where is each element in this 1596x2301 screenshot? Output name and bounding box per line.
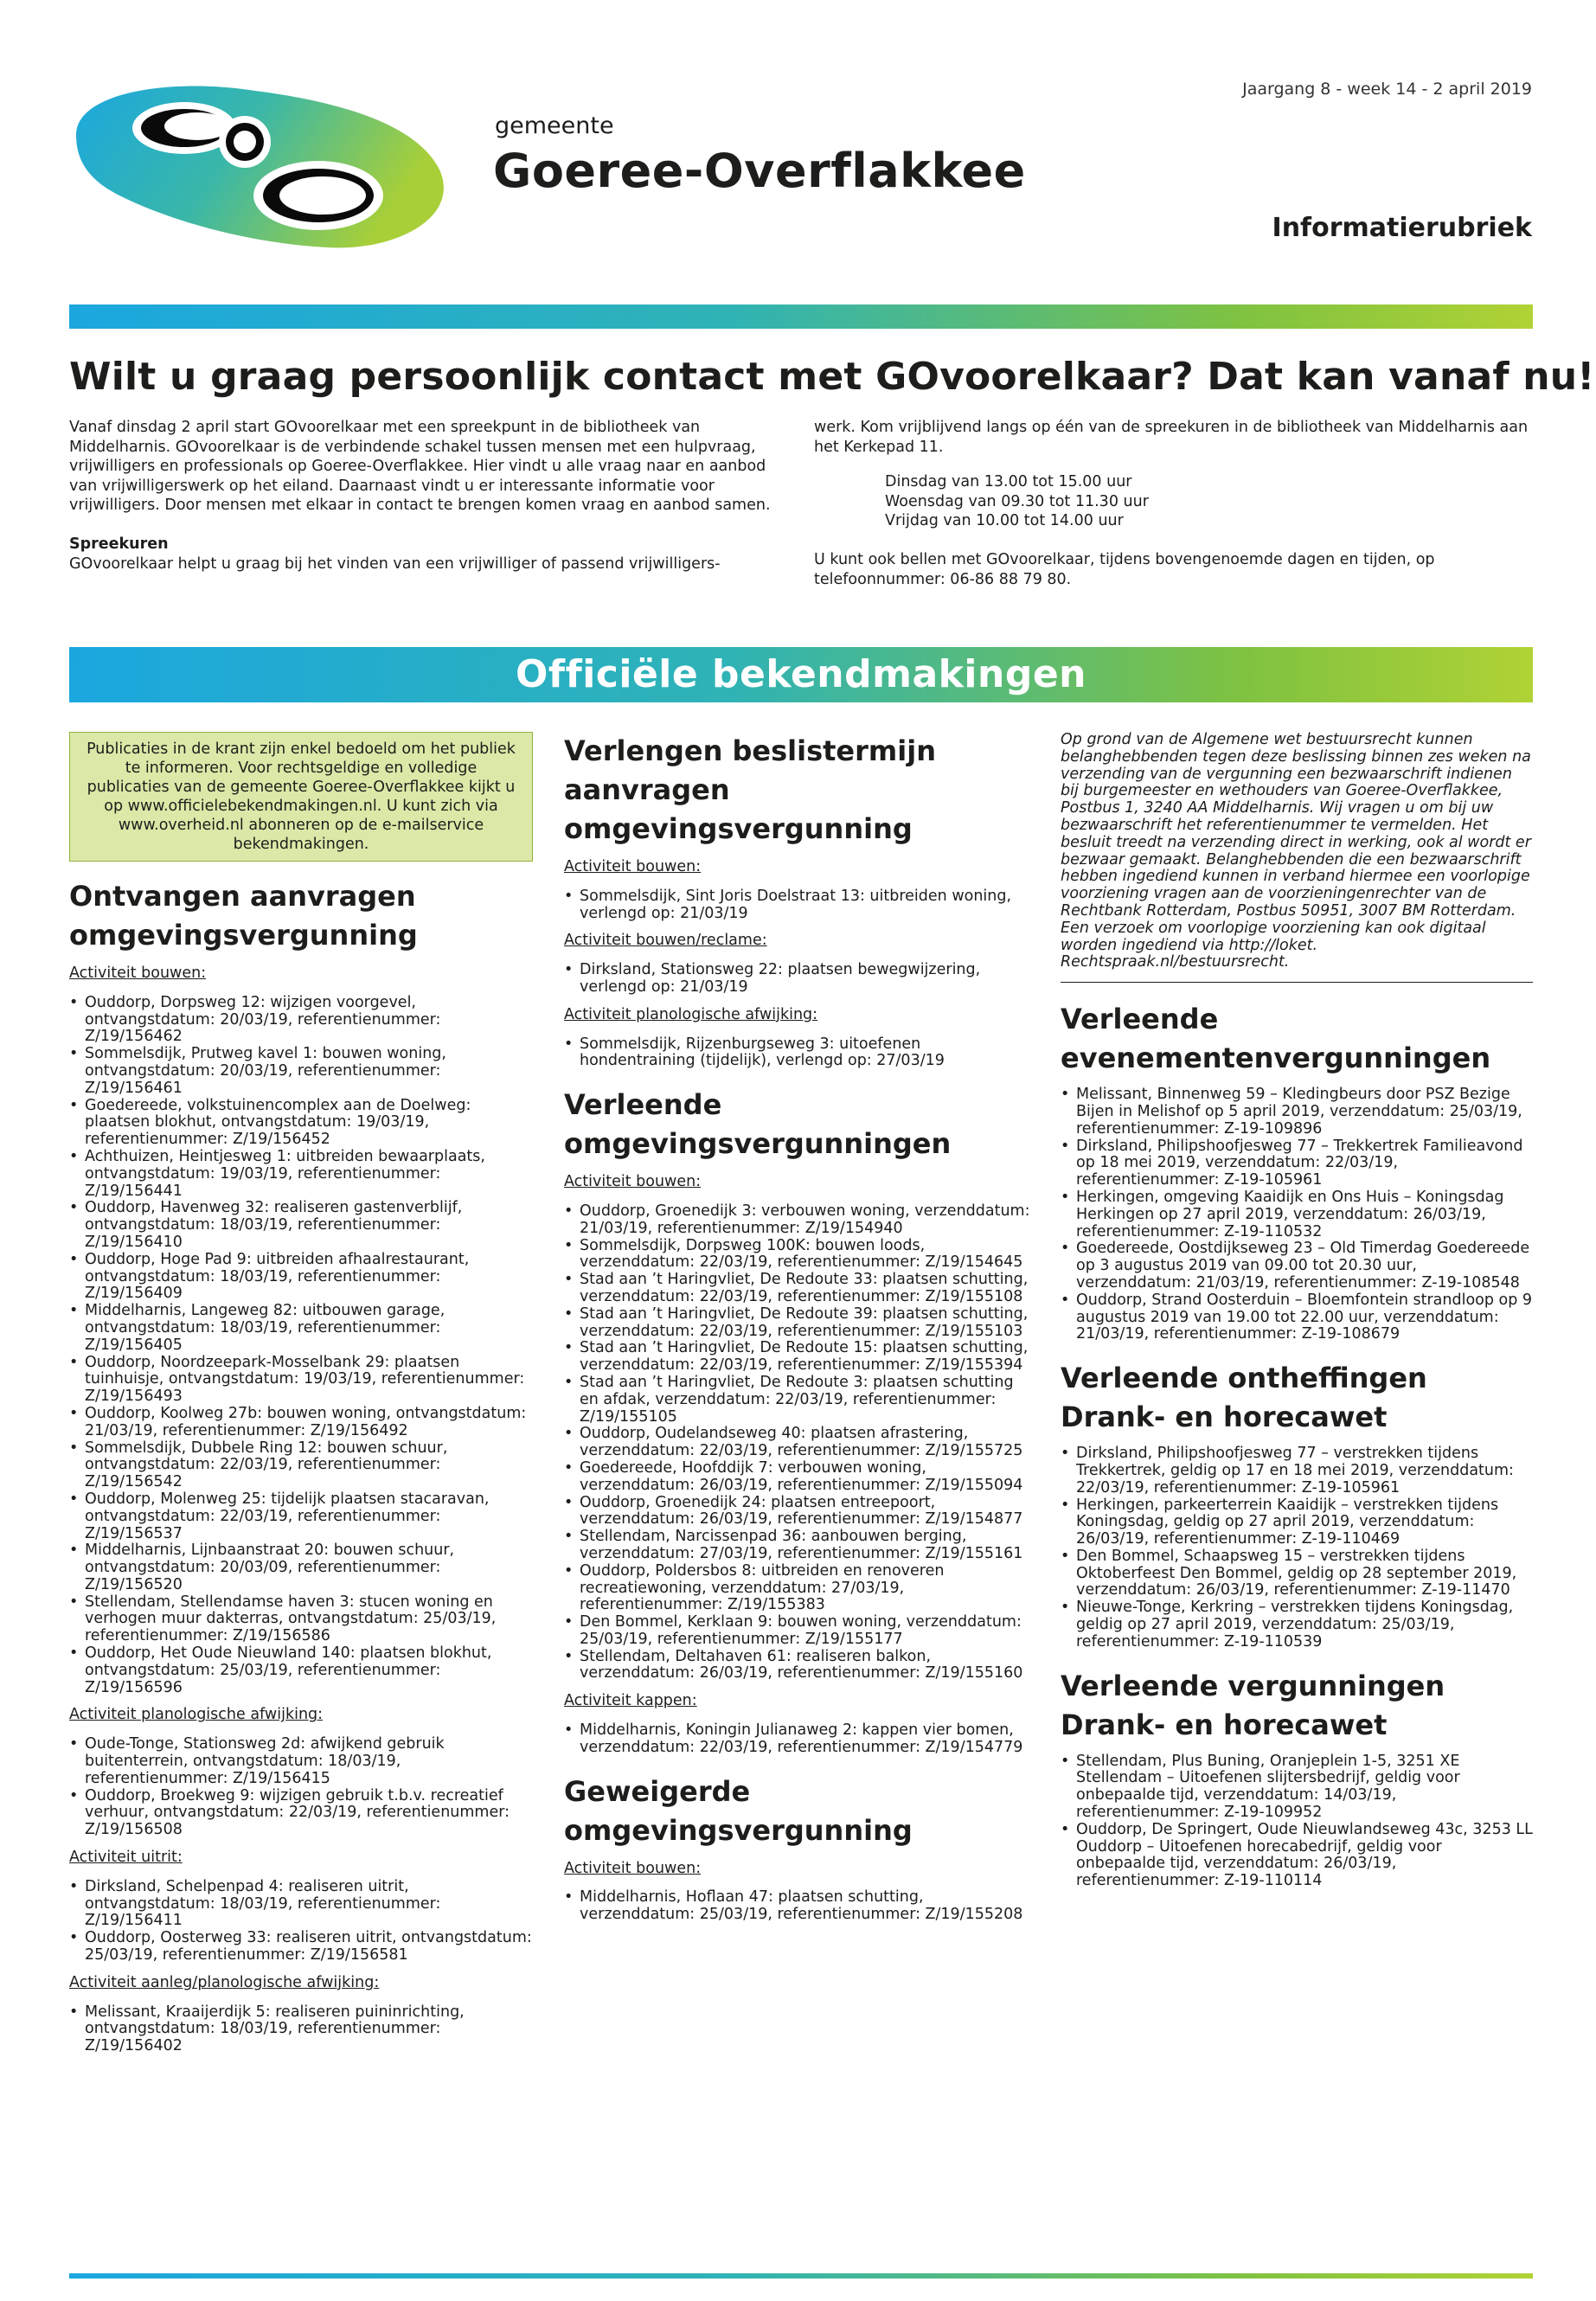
activity-label: Activiteit kappen:: [564, 1692, 697, 1710]
list-item: • Melissant, Binnenweg 59 – Kledingbeurs door PSZ Bezige Bijen in Melishof op 5 april 2019, verzenddatum: 25/03/19, referentienummer: Z-19-109896: [1061, 1086, 1533, 1138]
list-item: • Herkingen, omgeving Kaaidijk en Ons Huis – Koningsdag Herkingen op 27 april 2019, verzenddatum: 26/03/19, referentienummer: Z-19-110532: [1061, 1189, 1533, 1240]
notice-list: [69, 995, 533, 1697]
activity-label: Activiteit bouwen:: [69, 965, 207, 982]
list-item: • Stad aan ’t Haringvliet, De Redoute 3: plaatsen schutting en afdak, verzenddatum: 22/03/19, referentienummer: Z/19/155105: [564, 1375, 1033, 1426]
column-3: [1061, 732, 1533, 1897]
article-headline: Wilt u graag persoonlijk contact met GOvoorelkaar? Dat kan vanaf nu!: [69, 355, 1595, 399]
section-title-verleende-omgevingsvergunningen: Verleende omgevingsvergunningen: [564, 1088, 952, 1161]
list-item: • Ouddorp, Het Oude Nieuwland 140: plaatsen blokhut, ontvangstdatum: 25/03/19, referentienummer: Z/19/156596: [69, 1645, 533, 1696]
hours-line: Dinsdag van 13.00 tot 15.00 uur: [885, 473, 1132, 491]
list-item: • Goedereede, Oostdijkseweg 23 – Old Timerdag Goedereede op 3 augustus 2019 van 09.00 tot 20.30 uur, verzenddatum: 21/03/19, referentienummer: Z-19-108548: [1061, 1240, 1533, 1292]
list-item: • Achthuizen, Heintjesweg 1: uitbreiden bewaarplaats, ontvangstdatum: 19/03/19, referentienummer: Z/19/156441: [69, 1149, 533, 1200]
top-gradient-bar: [69, 304, 1533, 329]
list-item: • Ouddorp, Molenweg 25: tijdelijk plaatsen stacaravan, ontvangstdatum: 22/03/19, referentienummer: Z/19/156537: [69, 1491, 533, 1542]
spreekuren-text: GOvoorelkaar helpt u graag bij het vinden van een vrijwilliger of passend vrijwilligers-: [69, 554, 721, 573]
list-item: • Sommelsdijk, Dorpsweg 100K: bouwen loods, verzenddatum: 22/03/19, referentienummer: Z/19/154645: [564, 1238, 1033, 1272]
issue-info: Jaargang 8 - week 14 - 2 april 2019: [1242, 80, 1532, 99]
hours-line: Vrijdag van 10.00 tot 14.00 uur: [885, 512, 1124, 530]
notice-list: [1061, 1086, 1533, 1343]
list-item: • Ouddorp, Poldersbos 8: uitbreiden en renoveren recreatiewoning, verzenddatum: 27/03/19, referentienummer: Z/19/155383: [564, 1563, 1033, 1614]
column-2: [564, 732, 1033, 1931]
list-item: • Dirksland, Philipshoofjesweg 77 – verstrekken tijdens Trekkertrek, geldig op 17 en 18 mei 2019, verzenddatum: 22/03/19, referentienummer: Z-19-105961: [1061, 1445, 1533, 1497]
list-item: • Stellendam, Deltahaven 61: realiseren balkon, verzenddatum: 26/03/19, referentienummer: Z/19/155160: [564, 1649, 1033, 1683]
list-item: • Sommelsdijk, Prutweg kavel 1: bouwen woning, ontvangstdatum: 20/03/19, referentienummer: Z/19/156461: [69, 1046, 533, 1097]
activity-label: Activiteit planologische afwijking:: [69, 1706, 324, 1724]
section-title-geweigerde-omgevingsvergunning: Geweigerde omgevingsvergunning: [564, 1774, 913, 1847]
call-info: U kunt ook bellen met GOvoorelkaar, tijdens bovengenoemde dagen en tijden, op telefoonnummer: 06-86 88 79 80.: [814, 550, 1435, 588]
notice-list: [564, 1203, 1033, 1682]
activity-label: Activiteit bouwen:: [564, 858, 702, 875]
activity-label: Activiteit bouwen:: [564, 1173, 702, 1191]
list-item: • Middelharnis, Hoflaan 47: plaatsen schutting, verzenddatum: 25/03/19, referentienummer: Z/19/155208: [564, 1889, 1033, 1924]
list-item: • Middelharnis, Lijnbaanstraat 20: bouwen schuur, ontvangstdatum: 20/03/09, referentienummer: Z/19/156520: [69, 1542, 533, 1593]
rubric-label: Informatierubriek: [1272, 213, 1532, 243]
list-item: • Ouddorp, Dorpsweg 12: wijzigen voorgevel, ontvangstdatum: 20/03/19, referentienummer: Z/19/156462: [69, 995, 533, 1046]
list-item: • Den Bommel, Schaapsweg 15 – verstrekken tijdens Oktoberfeest Den Bommel, geldig op 28 september 2019, verzenddatum: 26/03/19, referentienummer: Z-19-11470: [1061, 1548, 1533, 1599]
opening-hours: [814, 472, 1532, 531]
list-item: • Dirksland, Stationsweg 22: plaatsen bewegwijzering, verlengd op: 21/03/19: [564, 962, 1033, 997]
list-item: • Stellendam, Narcissenpad 36: aanbouwen berging, verzenddatum: 27/03/19, referentienummer: Z/19/155161: [564, 1529, 1033, 1563]
list-item: • Goedereede, Hoofddijk 7: verbouwen woning, verzenddatum: 26/03/19, referentienummer: Z/19/155094: [564, 1460, 1033, 1495]
list-item: • Middelharnis, Langeweg 82: uitbouwen garage, ontvangstdatum: 18/03/19, referentienummer: Z/19/156405: [69, 1303, 533, 1354]
bottom-gradient-bar: [69, 2273, 1533, 2279]
list-item: • Oude-Tonge, Stationsweg 2d: afwijkend gebruik buitenterrein, ontvangstdatum: 18/03/19, referentienummer: Z/19/156415: [69, 1736, 533, 1787]
hours-line: Woensdag van 09.30 tot 11.30 uur: [885, 492, 1149, 510]
list-item: • Stad aan ’t Haringvliet, De Redoute 33: plaatsen schutting, verzenddatum: 22/03/19, referentienummer: Z/19/155108: [564, 1272, 1033, 1306]
activity-label: Activiteit bouwen/reclame:: [564, 932, 767, 950]
spreekuren-title: Spreekuren: [69, 535, 169, 553]
list-item: • Sommelsdijk, Sint Joris Doelstraat 13: uitbreiden woning, verlengd op: 21/03/19: [564, 888, 1033, 923]
list-item: • Stellendam, Plus Buning, Oranjeplein 1-5, 3251 XE Stellendam – Uitoefenen slijtersbedrijf, geldig voor onbepaalde tijd, verzenddatum: 14/03/19, referentienummer: Z-19-109952: [1061, 1753, 1533, 1822]
list-item: • Ouddorp, Groenedijk 3: verbouwen woning, verzenddatum: 21/03/19, referentienummer: Z/19/154940: [564, 1203, 1033, 1238]
list-item: • Stad aan ’t Haringvliet, De Redoute 15: plaatsen schutting, verzenddatum: 22/03/19, referentienummer: Z/19/155394: [564, 1340, 1033, 1375]
notice-list: [1061, 1445, 1533, 1651]
brand-label-small: gemeente: [495, 112, 614, 139]
list-item: • Ouddorp, Hoge Pad 9: uitbreiden afhaalrestaurant, ontvangstdatum: 18/03/19, referentienummer: Z/19/156409: [69, 1252, 533, 1303]
section-title-ontvangen-aanvragen-omgevingsvergunning: Ontvangen aanvragen omgevingsvergunning: [69, 880, 418, 952]
municipality-logo-icon: [67, 74, 448, 256]
list-item: • Stad aan ’t Haringvliet, De Redoute 39: plaatsen schutting, verzenddatum: 22/03/19, referentienummer: Z/19/155103: [564, 1306, 1033, 1341]
section-banner-title: Officiële bekendmakingen: [516, 652, 1086, 696]
list-item: • Ouddorp, Broekweg 9: wijzigen gebruik t.b.v. recreatief verhuur, ontvangstdatum: 22/03/19, referentienummer: Z/19/156508: [69, 1788, 533, 1839]
list-item: • Herkingen, parkeerterrein Kaaidijk – verstrekken tijdens Koningsdag, geldig op 27 april 2019, verzenddatum: 26/03/19, referentienummer: Z-19-110469: [1061, 1497, 1533, 1548]
list-item: • Nieuwe-Tonge, Kerkring – verstrekken tijdens Koningsdag, geldig op 27 april 2019, verzenddatum: 25/03/19, referentienummer: Z-19-110539: [1061, 1599, 1533, 1650]
article-intro: Vanaf dinsdag 2 april start GOvoorelkaar met een spreekpunt in de bibliotheek van Middelharnis. GOvoorelkaar is de verbindende schakel tussen mensen met een hulpvraag, vrijwilligers en professionals op Goeree-Overflakkee. Hier vindt u alle vraag naar en aanbod van vrijwilligerswerk op het eiland. Daarnaast vindt u er interessante informatie voor vrijwilligers. Door mensen met elkaar in contact te brengen komen vraag en aanbod samen.: [69, 419, 771, 515]
list-item: • Ouddorp, Noordzeepark-Mosselbank 29: plaatsen tuinhuisje, ontvangstdatum: 19/03/19, referentienummer: Z/19/156493: [69, 1355, 533, 1406]
list-item: • Ouddorp, Oudelandseweg 40: plaatsen afrastering, verzenddatum: 22/03/19, referentienummer: Z/19/155725: [564, 1426, 1033, 1460]
list-item: • Sommelsdijk, Rijzenburgseweg 3: uitoefenen hondentraining (tijdelijk), verlengd op: 27/03/19: [564, 1036, 1033, 1071]
list-item: • Sommelsdijk, Dubbele Ring 12: bouwen schuur, ontvangstdatum: 22/03/19, referentienummer: Z/19/156542: [69, 1440, 533, 1491]
brand-name: Goeree-Overflakkee: [493, 144, 1026, 198]
section-title-verleende-ontheffingen-drank-en-horecawet: Verleende ontheffingen Drank- en horecawet: [1061, 1362, 1427, 1434]
column-1: [69, 732, 533, 2062]
notice-list: [1061, 1753, 1533, 1890]
list-item: • Ouddorp, Havenweg 32: realiseren gastenverblijf, ontvangstdatum: 18/03/19, referentienummer: Z/19/156410: [69, 1200, 533, 1251]
notice-list: [564, 888, 1033, 923]
list-item: • Ouddorp, De Springert, Oude Nieuwlandseweg 43c, 3253 LL Ouddorp – Uitoefenen horecabedrijf, geldig voor onbepaalde tijd, verzenddatum: 26/03/19, referentienummer: Z-19-110114: [1061, 1822, 1533, 1890]
list-item: • Dirksland, Schelpenpad 4: realiseren uitrit, ontvangstdatum: 18/03/19, referentienummer: Z/19/156411: [69, 1879, 533, 1930]
notice-list: [564, 1722, 1033, 1757]
legal-notice: Op grond van de Algemene wet bestuursrecht kunnen belanghebbenden tegen deze beslissing binnen zes weken na verzending van de vergunning een bezwaarschrift indienen bij burgemeester en wethouders van Goeree-Overflakkee, Postbus 1, 3240 AA Middelharnis. Wij vragen u om bij uw bezwaarschrift het referentienummer te vermelden. Het besluit treedt na verzending direct in werking, ook al wordt er bezwaar gemaakt. Belanghebbenden die een bezwaarschrift hebben ingediend kunnen in verband hiermee een voorlopige voorziening vragen aan de voorzieningenrechter van de Rechtbank Rotterdam, Postbus 50951, 3007 BM Rotterdam. Een verzoek om voorlopige voorziening kan ook digitaal worden ingediend via http://loket. Rechtspraak.nl/bestuursrecht.: [1061, 732, 1533, 983]
activity-label: Activiteit planologische afwijking:: [564, 1005, 818, 1023]
notice-box: Publicaties in de krant zijn enkel bedoeld om het publiek te informeren. Voor rechtsgeldige en volledige publicaties van de gemeente Goeree-Overflakkee kijkt u op www.officielebekendmakingen.nl. U kunt zich via www.overheid.nl abonneren op de e-mailservice bekendmakingen.: [69, 732, 533, 862]
notice-list: [564, 962, 1033, 997]
notice-list: [564, 1889, 1033, 1924]
list-item: • Ouddorp, Groenedijk 24: plaatsen entreepoort, verzenddatum: 26/03/19, referentienummer: Z/19/154877: [564, 1495, 1033, 1529]
list-item: • Middelharnis, Koningin Julianaweg 2: kappen vier bomen, verzenddatum: 22/03/19, referentienummer: Z/19/154779: [564, 1722, 1033, 1757]
notice-list: [564, 1036, 1033, 1071]
activity-label: Activiteit bouwen:: [564, 1859, 702, 1877]
notice-list: [69, 1736, 533, 1839]
list-item: • Dirksland, Philipshoofjesweg 77 – Trekkertrek Familieavond op 18 mei 2019, verzenddatum: 22/03/19, referentienummer: Z-19-105961: [1061, 1138, 1533, 1189]
article-right-column: [814, 418, 1532, 589]
notice-list: [69, 2004, 533, 2055]
list-item: • Goedereede, volkstuinencomplex aan de Doelweg: plaatsen blokhut, ontvangstdatum: 19/03/19, referentienummer: Z/19/156452: [69, 1098, 533, 1149]
list-item: • Melissant, Kraaijerdijk 5: realiseren puininrichting, ontvangstdatum: 18/03/19, referentienummer: Z/19/156402: [69, 2004, 533, 2055]
list-item: • Ouddorp, Strand Oosterduin – Bloemfontein strandloop op 9 augustus 2019 van 19.00 tot 22.00 uur, verzenddatum: 21/03/19, referentienummer: Z-19-108679: [1061, 1292, 1533, 1343]
section-title-verleende-vergunningen-drank-en-horecawet: Verleende vergunningen Drank- en horecawet: [1061, 1669, 1445, 1741]
list-item: • Den Bommel, Kerklaan 9: bouwen woning, verzenddatum: 25/03/19, referentienummer: Z/19/155177: [564, 1614, 1033, 1649]
notice-list: [69, 1879, 533, 1965]
list-item: • Ouddorp, Koolweg 27b: bouwen woning, ontvangstdatum: 21/03/19, referentienummer: Z/19/156492: [69, 1406, 533, 1440]
section-title-verleende-evenementenvergunningen: Verleende evenementenvergunningen: [1061, 1003, 1491, 1075]
list-item: • Ouddorp, Oosterweg 33: realiseren uitrit, ontvangstdatum: 25/03/19, referentienummer: Z/19/156581: [69, 1930, 533, 1965]
section-banner: [69, 647, 1533, 702]
list-item: • Stellendam, Stellendamse haven 3: stucen woning en verhogen muur dakterras, ontvangstdatum: 25/03/19, referentienummer: Z/19/156586: [69, 1594, 533, 1645]
article-left-column: [69, 418, 779, 574]
activity-label: Activiteit aanleg/planologische afwijking:: [69, 1973, 380, 1991]
article-continued: werk. Kom vrijblijvend langs op één van de spreekuren in de bibliotheek van Middelharnis aan het Kerkepad 11.: [814, 419, 1529, 456]
section-title-verlengen-beslistermijn-aanvragen-omgevingsvergunning: Verlengen beslistermijn aanvragen omgevingsvergunning: [564, 734, 936, 845]
activity-label: Activiteit uitrit:: [69, 1849, 183, 1867]
